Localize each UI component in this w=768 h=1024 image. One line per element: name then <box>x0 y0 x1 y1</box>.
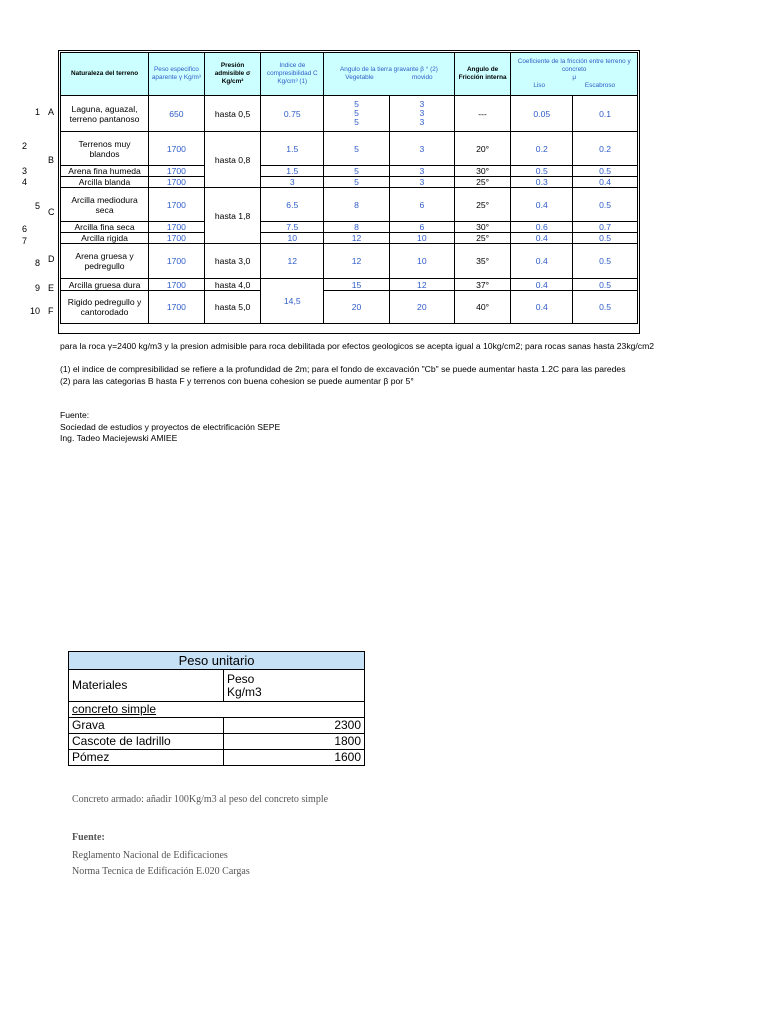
cell-peso: 1700 <box>149 291 205 324</box>
table-row <box>61 132 638 166</box>
cell-friccion: 25° <box>454 188 511 222</box>
cell-naturaleza: Arcilla gruesa dura <box>61 279 149 291</box>
note-roca: para la roca γ=2400 kg/m3 y la presion admisible para roca debilitada por efectos geologicos se acepta igual a 10kg/cm2; para rocas sanas hasta 23kg/cm2 <box>60 341 655 351</box>
cell-escabroso: 0.5 <box>573 166 638 177</box>
cell-vegetable: 12 <box>324 244 390 279</box>
cell-escabroso: 0.5 <box>573 244 638 279</box>
header-angulo-tierra <box>324 53 455 96</box>
cell-escabroso: 0.5 <box>573 233 638 244</box>
cell-movido: 10 <box>389 233 454 244</box>
cell-friccion: --- <box>454 96 511 132</box>
note-2: (2) para las categorias B hasta F y terrenos con buena cohesion se puede aumentar β por 5° <box>60 376 414 386</box>
cell-friccion: 20° <box>454 132 511 166</box>
cell-liso: 0.2 <box>511 132 573 166</box>
table-row <box>61 177 638 188</box>
header-indice: Indice de compresibilidad C Kg/cm³ (1) <box>261 53 324 96</box>
section-concreto-simple: concreto simple <box>69 702 224 718</box>
cell-movido: 20 <box>389 291 454 324</box>
cell-vegetable: 8 <box>324 222 390 233</box>
cell-movido: 6 <box>389 222 454 233</box>
cell-friccion: 25° <box>454 177 511 188</box>
value: 3 <box>419 99 425 109</box>
cell-vegetable <box>324 96 390 132</box>
category-letter: E <box>48 283 55 293</box>
cell-vegetable: 12 <box>324 233 390 244</box>
cell-liso: 0.05 <box>511 96 573 132</box>
header-peso-kg <box>224 670 365 702</box>
cell-friccion: 35° <box>454 244 511 279</box>
cell-peso: 1700 <box>149 132 205 166</box>
table-row <box>61 233 638 244</box>
cell-escabroso: 0.1 <box>573 96 638 132</box>
cell-movido: 3 <box>389 177 454 188</box>
header-coeficiente <box>511 53 638 96</box>
cell-presion: hasta 0,8 <box>204 132 261 188</box>
header-movido: movido <box>411 74 433 81</box>
note-1: (1) el indice de compresibilidad se refiere a la profundidad de 2m; para el fondo de excavación "Cb" se puede aumentar hasta 1.2C para las paredes <box>60 364 626 374</box>
fuente-1: Sociedad de estudios y proyectos de electrificación SEPE <box>60 422 281 432</box>
header-mu: μ <box>572 74 577 81</box>
cell-friccion: 25° <box>454 233 511 244</box>
header-peso: Peso <box>227 671 255 686</box>
peso-table-title: Peso unitario <box>69 652 365 670</box>
bottom-fuente-2: Norma Tecnica de Edificación E.020 Cargas <box>72 866 250 877</box>
cell-liso: 0.5 <box>511 166 573 177</box>
cell-naturaleza: Arcilla mediodura seca <box>61 188 149 222</box>
header-friccion: Angulo de Fricción interna <box>454 53 511 96</box>
cell-naturaleza: Arena fina humeda <box>61 166 149 177</box>
cell-vegetable: 5 <box>324 132 390 166</box>
row-number: 7 <box>21 236 27 246</box>
value: 5 <box>354 117 359 127</box>
cell-movido: 12 <box>389 279 454 291</box>
cell-escabroso: 0.5 <box>573 279 638 291</box>
header-peso: Peso especifico aparente γ Kg/m³ <box>149 53 205 96</box>
cell-friccion: 40° <box>454 291 511 324</box>
cell-naturaleza: Laguna, aguazal, terreno pantanoso <box>61 96 149 132</box>
cell-presion: hasta 0,5 <box>204 96 261 132</box>
cell-vegetable: 20 <box>324 291 390 324</box>
cell-liso: 0.4 <box>511 291 573 324</box>
table-row <box>61 291 638 324</box>
cell-vegetable: 15 <box>324 279 390 291</box>
table-header-row <box>61 53 638 96</box>
cell-liso: 0.4 <box>511 188 573 222</box>
cell-movido: 6 <box>389 188 454 222</box>
cell-escabroso: 0.7 <box>573 222 638 233</box>
table-row <box>61 279 638 291</box>
cell-movido: 3 <box>389 166 454 177</box>
row-number: 3 <box>21 166 27 176</box>
empty-cell <box>224 702 365 718</box>
header-liso: Liso <box>533 82 546 89</box>
cell-presion: hasta 1,8 <box>204 188 261 244</box>
cell-vegetable: 8 <box>324 188 390 222</box>
cell-naturaleza: Arcilla blanda <box>61 177 149 188</box>
table-row <box>69 750 365 766</box>
value: 5 <box>354 99 359 109</box>
cell-friccion: 30° <box>454 222 511 233</box>
row-number: 10 <box>29 306 40 316</box>
cell-liso: 0.4 <box>511 279 573 291</box>
header-naturaleza: Naturaleza del terreno <box>61 53 149 96</box>
cell-indice: 6.5 <box>261 188 324 222</box>
value: 5 <box>354 108 359 118</box>
table-row <box>61 188 638 222</box>
category-letter: C <box>48 207 55 217</box>
cell-liso: 0.4 <box>511 244 573 279</box>
cell-escabroso: 0.5 <box>573 291 638 324</box>
cell-peso: 1700 <box>149 233 205 244</box>
cell-material: Grava <box>69 718 224 734</box>
bottom-fuente-label: Fuente: <box>72 832 105 843</box>
cell-movido: 10 <box>389 244 454 279</box>
header-kgm3: Kg/m3 <box>227 684 262 699</box>
cell-indice: 1.5 <box>261 132 324 166</box>
value: 3 <box>419 117 425 127</box>
row-number: 4 <box>21 177 27 187</box>
cell-indice: 7.5 <box>261 222 324 233</box>
cell-peso: 1700 <box>149 279 205 291</box>
cell-peso: 1700 <box>149 244 205 279</box>
cell-indice: 12 <box>261 244 324 279</box>
header-vegetable: Vegetable <box>345 74 374 81</box>
value: 3 <box>419 108 425 118</box>
fuente-2: Ing. Tadeo Maciejewski AMIEE <box>60 433 178 443</box>
cell-presion: hasta 3,0 <box>204 244 261 279</box>
category-letter: A <box>48 107 55 117</box>
header-materiales: Materiales <box>69 670 224 702</box>
fuente-label: Fuente: <box>60 410 90 420</box>
cell-peso: 650 <box>149 96 205 132</box>
cell-indice: 14,5 <box>261 279 324 324</box>
cell-vegetable: 5 <box>324 166 390 177</box>
cell-liso: 0.6 <box>511 222 573 233</box>
cell-indice: 0.75 <box>261 96 324 132</box>
soil-properties-table <box>60 52 638 324</box>
cell-liso: 0.3 <box>511 177 573 188</box>
bottom-fuente-1: Reglamento Nacional de Edificaciones <box>72 850 228 861</box>
peso-unitario-table <box>68 651 365 766</box>
cell-material: Cascote de ladrillo <box>69 734 224 750</box>
row-number: 8 <box>34 258 40 268</box>
table-row <box>61 96 638 132</box>
header-escabroso: Escabroso <box>584 82 616 89</box>
cell-presion: hasta 4,0 <box>204 279 261 291</box>
header-presion: Presión admisible σ Kg/cm² <box>204 53 261 96</box>
table-row <box>61 222 638 233</box>
row-number: 6 <box>21 224 27 234</box>
cell-indice: 1.5 <box>261 166 324 177</box>
cell-naturaleza: Arena gruesa y pedregullo <box>61 244 149 279</box>
table-row <box>61 166 638 177</box>
cell-indice: 10 <box>261 233 324 244</box>
cell-vegetable: 5 <box>324 177 390 188</box>
cell-peso: 2300 <box>224 718 365 734</box>
row-number: 1 <box>34 107 40 117</box>
header-coeficiente-label: Coeficiente de la fricción entre terreno y concreto <box>517 58 631 73</box>
cell-escabroso: 0.4 <box>573 177 638 188</box>
cell-friccion: 30° <box>454 166 511 177</box>
cell-escabroso: 0.2 <box>573 132 638 166</box>
category-letter: F <box>48 306 54 316</box>
cell-escabroso: 0.5 <box>573 188 638 222</box>
row-number: 5 <box>34 201 40 211</box>
category-letter: B <box>48 155 55 165</box>
category-letter: D <box>48 254 55 264</box>
cell-peso: 1700 <box>149 222 205 233</box>
cell-material: Pómez <box>69 750 224 766</box>
table-row <box>61 244 638 279</box>
table-row <box>69 734 365 750</box>
cell-peso: 1700 <box>149 188 205 222</box>
cell-indice: 3 <box>261 177 324 188</box>
cell-friccion: 37° <box>454 279 511 291</box>
table-row <box>69 718 365 734</box>
cell-naturaleza: Terrenos muy blandos <box>61 132 149 166</box>
row-number: 2 <box>21 141 27 151</box>
cell-presion: hasta 5,0 <box>204 291 261 324</box>
cell-movido: 3 <box>389 132 454 166</box>
cell-peso: 1700 <box>149 166 205 177</box>
cell-naturaleza: Arcilla fina seca <box>61 222 149 233</box>
cell-liso: 0.4 <box>511 233 573 244</box>
concreto-armado-note: Concreto armado: añadir 100Kg/m3 al peso del concreto simple <box>72 794 329 805</box>
cell-naturaleza: Rigido pedregullo y cantorodado <box>61 291 149 324</box>
cell-peso: 1600 <box>224 750 365 766</box>
cell-peso: 1700 <box>149 177 205 188</box>
header-angulo-tierra-label: Angulo de la tierra gravante β ° (2) <box>340 66 438 73</box>
cell-naturaleza: Arcilla rigida <box>61 233 149 244</box>
row-number: 9 <box>34 283 40 293</box>
cell-peso: 1800 <box>224 734 365 750</box>
cell-movido <box>389 96 454 132</box>
